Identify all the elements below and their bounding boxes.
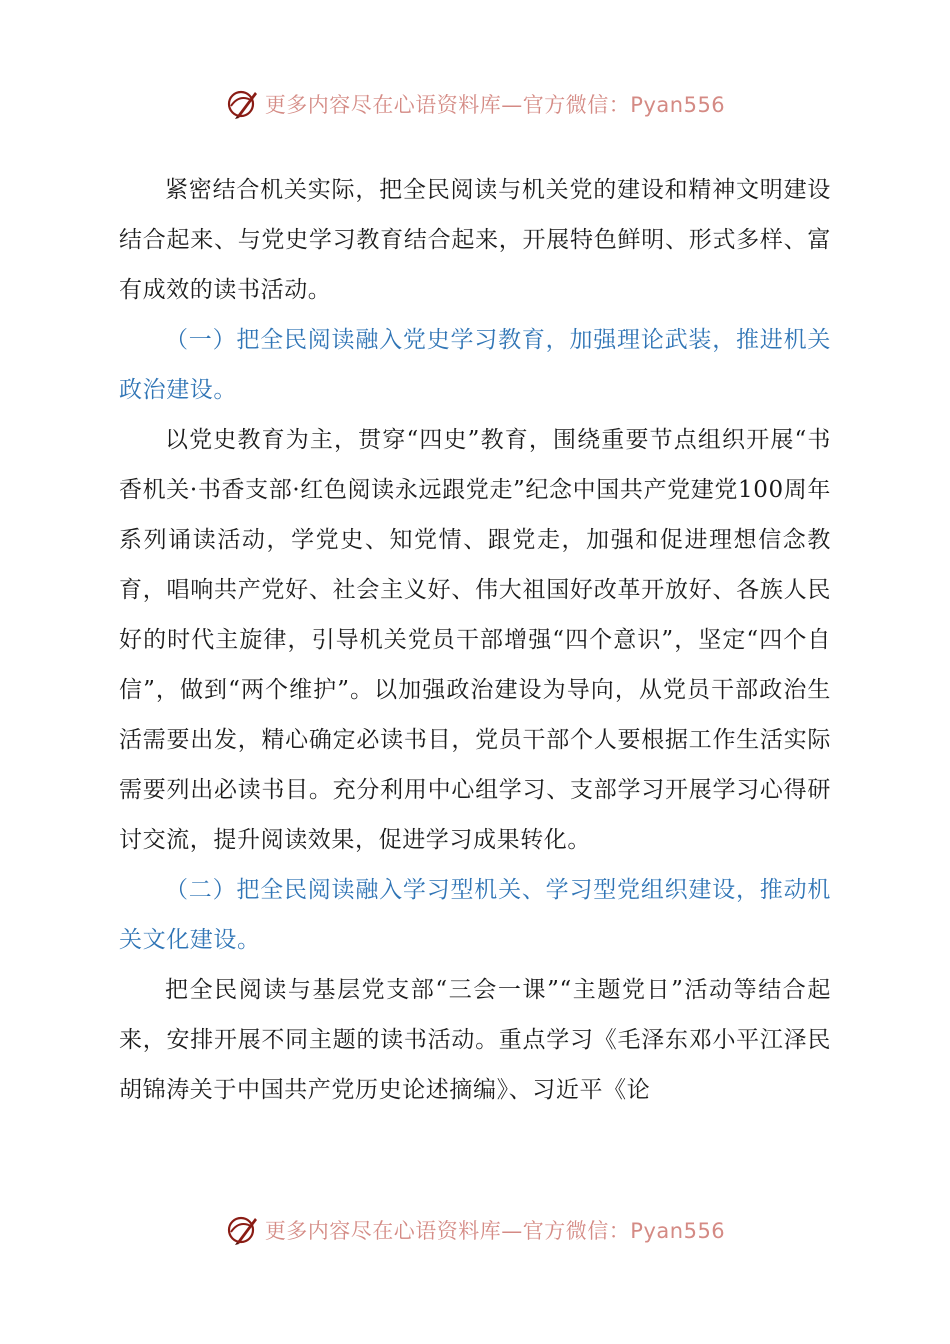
pen-swirl-icon <box>225 1212 261 1248</box>
header-banner <box>0 84 950 124</box>
footer-banner <box>0 1210 950 1250</box>
header-banner-text: 更多内容尽在心语资料库—官方微信：Pyan556 <box>264 93 726 117</box>
paragraph-section-1: 以党史教育为主，贯穿“四史”教育，围绕重要节点组织开展“书香机关·书香支部·红色阅读永远跟党走”纪念中国共产党建党100周年系列诵读活动，学党史、知党情、跟党走，加强和促进理想信念教育，唱响共产党好、社会主义好、伟大祖国好改革开放好、各族人民好的时代主旋律，引导机关党员干部增强“四个意识”，坚定“四个自信”，做到“两个维护”。以加强政治建设为导向，从党员干部政治生活需要出发，精心确定必读书目，党员干部个人要根据工作生活实际需要列出必读书目。充分利用中心组学习、支部学习开展学习心得研讨交流，提升阅读效果，促进学习成果转化。 <box>119 427 831 853</box>
footer-banner-text: 更多内容尽在心语资料库—官方微信：Pyan556 <box>264 1219 726 1243</box>
paragraph-intro: 紧密结合机关实际，把全民阅读与机关党的建设和精神文明建设结合起来、与党史学习教育结合起来，开展特色鲜明、形式多样、富有成效的读书活动。 <box>119 177 831 303</box>
document-body <box>119 165 831 1115</box>
section-heading-2: （二）把全民阅读融入学习型机关、学习型党组织建设，推动机关文化建设。 <box>119 877 831 953</box>
paragraph-section-2: 把全民阅读与基层党支部“三会一课”“主题党日”活动等结合起来，安排开展不同主题的读书活动。重点学习《毛泽东邓小平江泽民胡锦涛关于中国共产党历史论述摘编》、习近平《论 <box>119 977 831 1103</box>
pen-swirl-icon <box>225 86 261 122</box>
section-heading-1: （一）把全民阅读融入党史学习教育，加强理论武装，推进机关政治建设。 <box>119 327 831 403</box>
